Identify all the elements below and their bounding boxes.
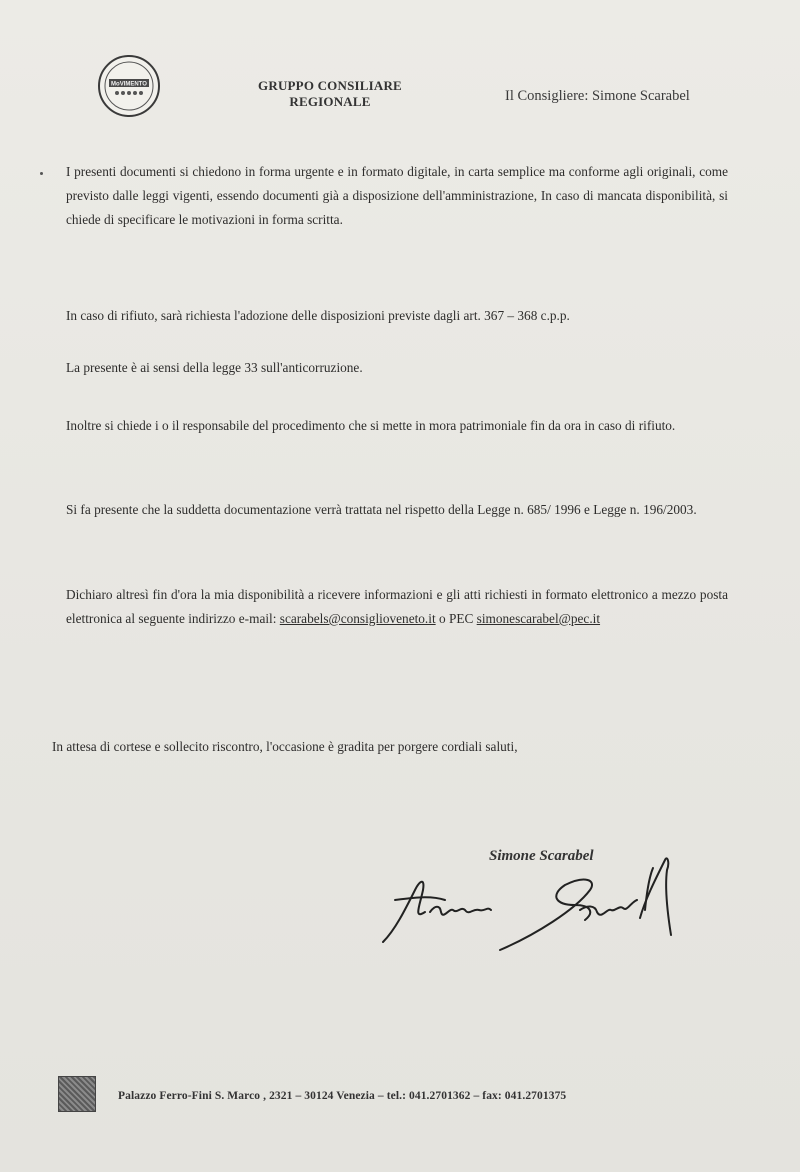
- paragraph-law-reference: La presente è ai sensi della legge 33 sull'anticorruzione.: [66, 360, 363, 375]
- movimento-logo: [98, 55, 160, 117]
- paragraph-privacy: Si fa presente che la suddetta documentazione verrà trattata nel rispetto della Legge n. 685/ 1996 e Legge n. 196/2003.: [66, 502, 697, 517]
- paragraph-closing: In attesa di cortese e sollecito riscontro, l'occasione è gradita per porgere cordiali saluti,: [52, 739, 518, 754]
- logo-emblem-icon: [100, 57, 158, 115]
- group-title-line2: REGIONALE: [289, 94, 371, 109]
- signatory-name: Simone Scarabel: [489, 848, 594, 864]
- group-title: [240, 78, 420, 110]
- footer-emblem-icon: [58, 1076, 96, 1112]
- svg-text:MoVIMENTO: MoVIMENTO: [111, 81, 147, 88]
- pec-link[interactable]: simonescarabel@pec.it: [476, 611, 601, 626]
- email-link[interactable]: scarabels@consiglioveneto.it: [279, 611, 436, 626]
- contact-text-pec: o PEC: [435, 611, 477, 626]
- handwritten-signature: [375, 850, 685, 960]
- paragraph-request: I presenti documenti si chiedono in forma urgente e in formato digitale, in carta semplice ma conforme agli originali, come previsto dalle leggi vigenti, essendo documenti già a disposizione dell'amministrazione, In caso di mancata disponibilità, si chiede di specificare le motivazioni in forma scritta.: [66, 164, 728, 227]
- paragraph-responsible: Inoltre si chiede i o il responsabile del procedimento che si mette in mora patrimoniale fin da ora in caso di rifiuto.: [66, 418, 676, 433]
- footer-address: Palazzo Ferro-Fini S. Marco , 2321 – 30124 Venezia – tel.: 041.2701362 – fax: 041.2701375: [118, 1090, 567, 1102]
- councillor-label: Il Consigliere: Simone Scarabel: [505, 88, 690, 104]
- margin-dot: [40, 172, 43, 175]
- group-title-line1: GRUPPO CONSILIARE: [258, 78, 402, 93]
- paragraph-refusal: In caso di rifiuto, sarà richiesta l'adozione delle disposizioni previste dagli art. 367 – 368 c.p.p.: [66, 308, 570, 323]
- paragraph-contact: [66, 583, 728, 631]
- contact-text: Dichiaro altresì fin d'ora la mia disponibilità a ricevere informazioni e gli atti richiesti in formato elettronico a mezzo posta elettronica al seguente indirizzo e-mail:: [66, 587, 728, 626]
